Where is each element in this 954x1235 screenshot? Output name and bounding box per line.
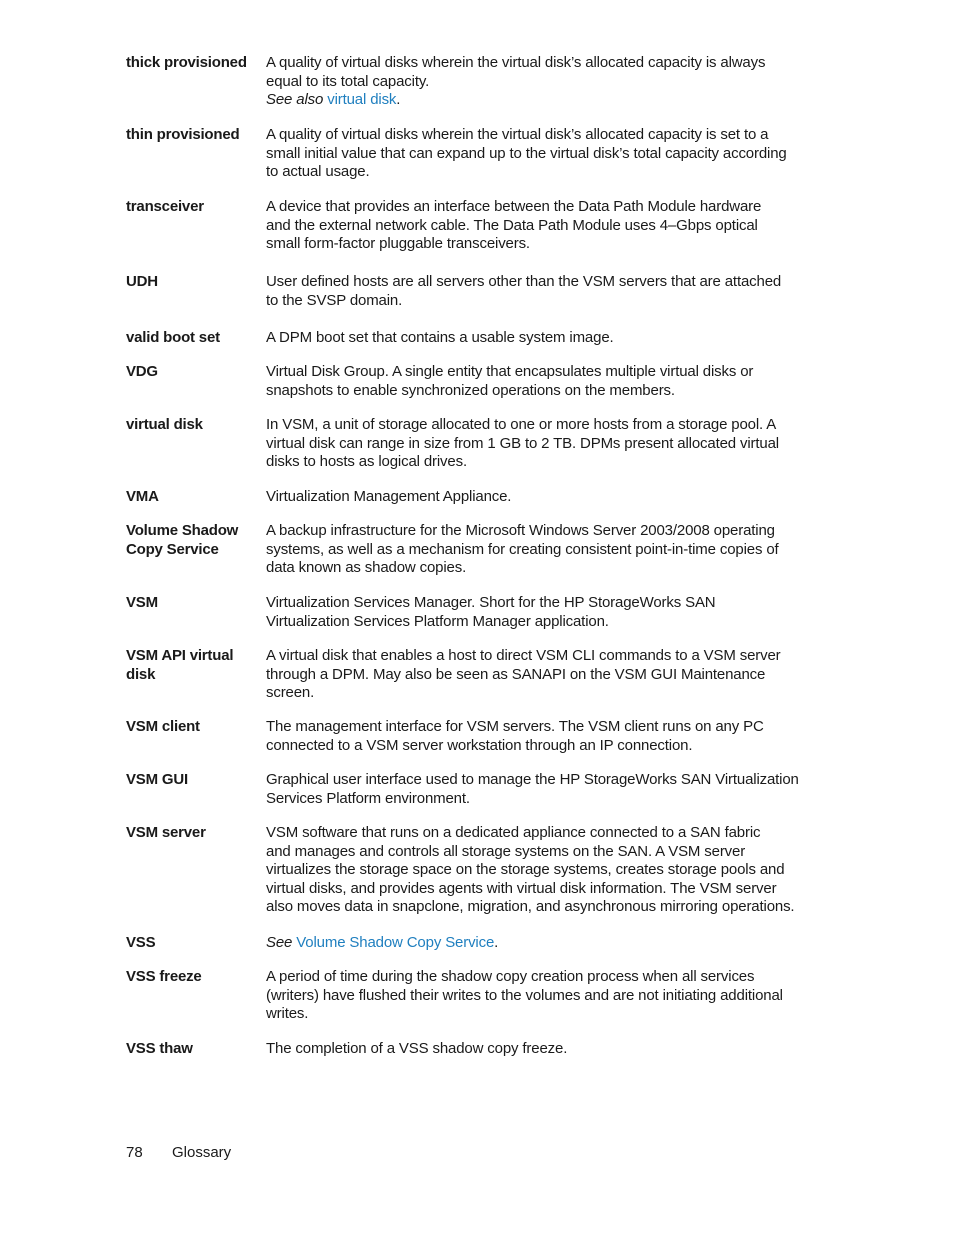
glossary-term: thick provisioned [126, 54, 247, 71]
definition-line: Virtualization Services Manager. Short for the HP StorageWorks SAN [266, 594, 716, 611]
glossary-definition [266, 968, 811, 1024]
definition-line: Virtual Disk Group. A single entity that encapsulates multiple virtual disks or [266, 363, 754, 380]
definition-line: In VSM, a unit of storage allocated to one or more hosts from a storage pool. A [266, 416, 777, 433]
glossary-definition [266, 1040, 811, 1059]
glossary-term-line: Volume Shadow [126, 522, 239, 539]
glossary-term: UDH [126, 273, 158, 290]
definition-line: data known as shadow copies. [266, 559, 467, 577]
glossary-entry [126, 968, 811, 1024]
definition-line: small initial value that can expand up to the virtual disk’s total capacity according [266, 144, 787, 162]
glossary-term: VSS freeze [126, 968, 202, 985]
definition-line: Virtualization Management Appliance. [266, 488, 512, 505]
definition-line: and the external network cable. The Data Path Module uses 4–Gbps optical [266, 216, 758, 234]
definition-line: equal to its total capacity. [266, 72, 430, 90]
definition-line: through a DPM. May also be seen as SANAPI on the VSM GUI Maintenance [266, 665, 766, 683]
definition-line: The completion of a VSS shadow copy freeze. [266, 1040, 568, 1057]
definition-line: A quality of virtual disks wherein the virtual disk’s allocated capacity is set to a [266, 126, 769, 143]
definition-line: A device that provides an interface between the Data Path Module hardware [266, 198, 762, 215]
glossary-definition [266, 522, 811, 578]
definition-line: systems, as well as a mechanism for creating consistent point-in-time copies of [266, 540, 779, 558]
glossary-entry [126, 594, 811, 631]
glossary-term: VSM [126, 594, 158, 611]
glossary-term: virtual disk [126, 416, 203, 433]
glossary-definition [266, 824, 811, 917]
glossary-definition [266, 771, 811, 808]
glossary-definition [266, 329, 811, 348]
definition-line: The management interface for VSM servers. The VSM client runs on any PC [266, 718, 764, 735]
glossary-definition [266, 54, 811, 110]
glossary-entry [126, 198, 811, 254]
glossary-definition [266, 934, 811, 953]
glossary-term: VMA [126, 488, 159, 505]
glossary-entry [126, 329, 811, 348]
definition-line: A virtual disk that enables a host to direct VSM CLI commands to a VSM server [266, 647, 781, 664]
definition-line: User defined hosts are all servers other than the VSM servers that are attached [266, 273, 782, 290]
cross-reference-punctuation: . [396, 91, 401, 109]
see-label: See also [266, 91, 324, 109]
glossary-entry [126, 522, 811, 578]
definition-line: A backup infrastructure for the Microsoft Windows Server 2003/2008 operating [266, 522, 775, 539]
definition-line: (writers) have flushed their writes to the volumes and are not initiating additional [266, 986, 783, 1004]
glossary-definition [266, 594, 811, 631]
definition-line: screen. [266, 684, 315, 702]
cross-reference-link[interactable]: virtual disk [327, 91, 397, 109]
glossary-entry [126, 647, 811, 703]
definition-line: small form-factor pluggable transceivers. [266, 235, 530, 253]
glossary-term: VSS thaw [126, 1040, 193, 1057]
glossary-term: thin provisioned [126, 126, 240, 143]
definition-line: A period of time during the shadow copy creation process when all services [266, 968, 755, 985]
glossary-term: VSM server [126, 824, 206, 841]
definition-line: to actual usage. [266, 163, 370, 181]
glossary-definition [266, 273, 811, 310]
glossary-term: VSM client [126, 718, 200, 735]
glossary-term: transceiver [126, 198, 204, 215]
cross-reference [266, 934, 811, 953]
glossary-term: VDG [126, 363, 158, 380]
glossary-definition [266, 718, 811, 755]
cross-reference-link[interactable]: Volume Shadow Copy Service [296, 934, 495, 951]
glossary-term: VSM GUI [126, 771, 188, 788]
cross-reference-punctuation: . [494, 934, 499, 951]
page-number: 78 [126, 1144, 143, 1161]
definition-line: snapshots to enable synchronized operations on the members. [266, 381, 675, 399]
glossary-entry [126, 54, 811, 110]
glossary-entry [126, 1040, 811, 1059]
definition-line: Graphical user interface used to manage the HP StorageWorks SAN Virtualization [266, 771, 799, 788]
glossary-entry [126, 488, 811, 507]
definition-line: and manages and controls all storage systems on the SAN. A VSM server [266, 842, 746, 860]
definition-line: connected to a VSM server workstation through an IP connection. [266, 736, 693, 754]
glossary-term: VSS [126, 934, 156, 951]
glossary-entry [126, 126, 811, 182]
glossary-entry [126, 273, 811, 310]
definition-line: to the SVSP domain. [266, 291, 403, 309]
page-footer [126, 1144, 231, 1162]
glossary-term-line: VSM API virtual [126, 647, 234, 664]
glossary-entry [126, 363, 811, 400]
glossary-entry [126, 416, 811, 472]
glossary-entry [126, 718, 811, 755]
definition-line: virtual disks, and provides agents with virtual disk information. The VSM server [266, 879, 777, 897]
definition-line: also moves data in snapclone, migration, and asynchronous mirroring operations. [266, 898, 795, 916]
glossary-definition [266, 647, 811, 703]
definition-line: virtual disk can range in size from 1 GB to 2 TB. DPMs present allocated virtual [266, 434, 779, 452]
definition-line: VSM software that runs on a dedicated appliance connected to a SAN fabric [266, 824, 761, 841]
glossary-entry [126, 771, 811, 808]
definition-line: Services Platform environment. [266, 789, 470, 807]
glossary-definition [266, 416, 811, 472]
definition-line: A quality of virtual disks wherein the virtual disk’s allocated capacity is always [266, 54, 766, 71]
glossary-term [126, 647, 266, 684]
footer-section-title: Glossary [172, 1144, 232, 1161]
glossary-term: valid boot set [126, 329, 220, 346]
definition-line: A DPM boot set that contains a usable system image. [266, 329, 614, 346]
glossary-term [126, 522, 266, 559]
glossary-definition [266, 126, 811, 182]
definition-line: disks to hosts as logical drives. [266, 453, 467, 471]
see-label: See [266, 934, 293, 951]
glossary-definition [266, 198, 811, 254]
glossary-definition [266, 488, 811, 507]
definition-line: writes. [266, 1005, 309, 1023]
definition-line: Virtualization Services Platform Manager application. [266, 612, 609, 630]
glossary-entry [126, 824, 811, 917]
glossary-term-line: Copy Service [126, 540, 219, 558]
definition-line: virtualizes the storage space on the storage systems, creates storage pools and [266, 861, 785, 879]
glossary-definition [266, 363, 811, 400]
glossary-entry [126, 934, 811, 953]
cross-reference [266, 91, 811, 110]
glossary-term-line: disk [126, 665, 156, 683]
